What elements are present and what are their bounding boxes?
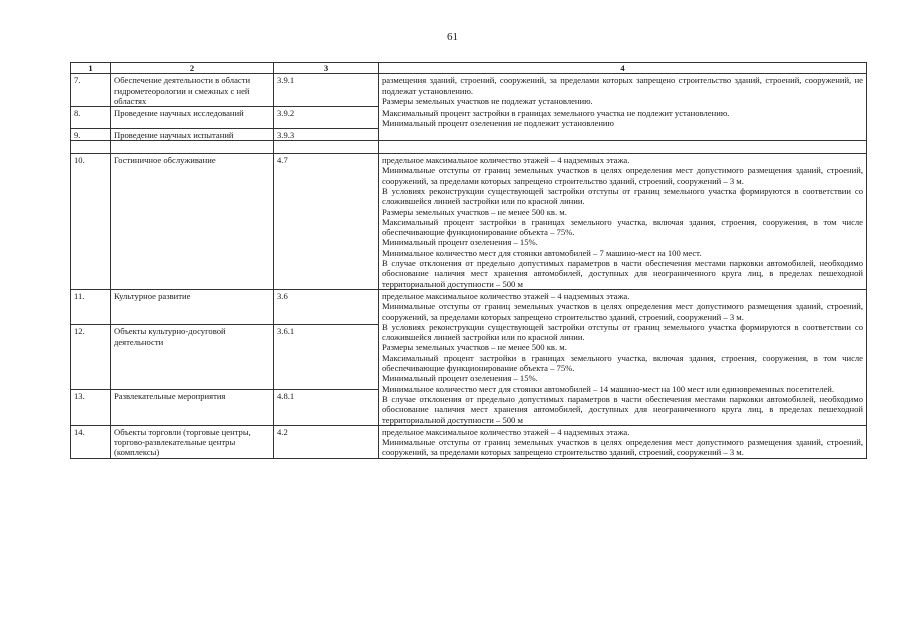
- parameter-text: размещения зданий, строений, сооружений, за пределами которых запрещено строительство зданий, строений, сооружений, не подлежат установлению.: [382, 75, 863, 96]
- spacer-cell: [71, 141, 111, 154]
- parameter-text: предельное максимальное количество этажей – 4 надземных этажа.: [382, 155, 630, 166]
- parameter-text: Минимальные отступы от границ земельных участков в целях определения мест допустимого размещения зданий, строений, сооружений, за пределами которых запрещено строительство зданий, строений, сооружений – 3 м.: [382, 301, 863, 322]
- row-number: 14.: [71, 425, 111, 458]
- parameter-text: В условиях реконструкции существующей застройки отступы от границ земельного участка формируются в соответствии со сложившейся линией застройки или по красной линии.: [382, 185, 863, 207]
- use-type-code: 4.2: [274, 425, 379, 458]
- spacer-cell: [274, 141, 379, 154]
- spacer-cell: [111, 141, 274, 154]
- row-number: 13.: [71, 390, 111, 425]
- table-row: [71, 425, 867, 458]
- table-row: [71, 154, 867, 290]
- row-number: 9.: [71, 128, 111, 140]
- row-number: 11.: [71, 289, 111, 324]
- parameter-text: Размеры земельных участков – не менее 500 кв. м.: [382, 342, 567, 353]
- row-number: 10.: [71, 154, 111, 290]
- use-type-name: Развлекательные мероприятия: [111, 390, 274, 425]
- column-number: 1: [71, 63, 111, 74]
- table-row: [71, 74, 867, 107]
- spacer-cell: [379, 141, 867, 154]
- use-type-name: Проведение научных исследований: [111, 107, 274, 129]
- parameters-cell: [379, 289, 867, 425]
- use-type-code: 3.9.3: [274, 128, 379, 140]
- use-type-name: Гостиничное обслуживание: [111, 154, 274, 290]
- column-number: 3: [274, 63, 379, 74]
- column-number-row: [71, 63, 867, 74]
- parameter-text: Максимальный процент застройки в границах земельного участка, включая здания, строения, сооружения, в том числе обеспечивающие функционирование объекта – 75%.: [382, 352, 863, 374]
- parameters-cell: [379, 128, 867, 140]
- table-row: [71, 289, 867, 324]
- parameter-text: Минимальный процент озеленения – 15%.: [382, 373, 538, 384]
- parameters-cell: [379, 425, 867, 458]
- spacer-row: [71, 141, 867, 154]
- use-type-code: 4.8.1: [274, 390, 379, 425]
- table-row: [71, 128, 867, 140]
- table-row: [71, 107, 867, 129]
- permitted-use-table: [70, 62, 867, 459]
- parameter-text: В случае отклонения от предельно допустимых параметров в части обеспечения местами парковки автомобилей, необходимо обоснование наличия мест хранения автомобилей, доступных для неограниченного круга лиц, в пределах пешеходной территориальной доступности – 500 м: [382, 258, 863, 289]
- use-type-code: 3.6: [274, 289, 379, 324]
- use-type-code: 3.9.1: [274, 74, 379, 107]
- use-type-name: Проведение научных испытаний: [111, 128, 274, 140]
- parameter-text: Минимальный процент озеленения – 15%.: [382, 237, 538, 248]
- parameter-text: Минимальный процент озеленения не подлежит установлению: [382, 117, 614, 128]
- parameter-text: Минимальное количество мест для стоянки автомобилей – 14 машино-мест на 100 мест или единовременных посетителей.: [382, 383, 835, 394]
- use-type-name: Культурное развитие: [111, 289, 274, 324]
- parameter-text: Минимальное количество мест для стоянки автомобилей – 7 машино-мест на 100 мест.: [382, 247, 702, 258]
- use-type-name: Объекты культурно-досуговой деятельности: [111, 325, 274, 390]
- row-number: 12.: [71, 325, 111, 390]
- parameter-text: предельное максимальное количество этажей – 4 надземных этажа.: [382, 290, 630, 301]
- column-number: 4: [379, 63, 867, 74]
- use-type-code: 3.9.2: [274, 107, 379, 129]
- parameter-text: Максимальный процент застройки в границах земельного участка не подлежит установлению.: [382, 107, 730, 118]
- parameter-text: Максимальный процент застройки в границах земельного участка, включая здания, строения, сооружения, в том числе обеспечивающие функционирование объекта – 75%.: [382, 216, 863, 238]
- parameter-text: Минимальные отступы от границ земельных участков в целях определения мест допустимого размещения зданий, строений, сооружений, за пределами которых запрещено строительство зданий, строений, сооружений – 3 м.: [382, 437, 863, 458]
- parameter-text: Размеры земельных участков не подлежат установлению.: [382, 95, 593, 106]
- page-number: 61: [447, 31, 458, 43]
- parameters-cell: [379, 154, 867, 290]
- parameter-text: предельное максимальное количество этажей – 4 надземных этажа.: [382, 426, 630, 437]
- use-type-name: Объекты торговли (торговые центры, торгово-развлекательные центры (комплексы): [111, 425, 274, 458]
- use-type-name: Обеспечение деятельности в области гидрометеорологии и смежных с ней областях: [111, 74, 274, 107]
- parameters-cell: [379, 107, 867, 129]
- column-number: 2: [111, 63, 274, 74]
- use-type-code: 3.6.1: [274, 325, 379, 390]
- row-number: 7.: [71, 74, 111, 107]
- parameter-text: Размеры земельных участков – не менее 500 кв. м.: [382, 206, 567, 217]
- parameter-text: В условиях реконструкции существующей застройки отступы от границ земельного участка формируются в соответствии со сложившейся линией застройки или по красной линии.: [382, 321, 863, 343]
- parameters-cell: [379, 74, 867, 107]
- parameter-text: Минимальные отступы от границ земельных участков в целях определения мест допустимого размещения зданий, строений, сооружений, за пределами которых запрещено строительство зданий, строений, сооружений – 3 м.: [382, 165, 863, 186]
- parameter-text: В случае отклонения от предельно допустимых параметров в части обеспечения местами парковки автомобилей, необходимо обоснование наличия мест хранения автомобилей, доступных для неограниченного круга лиц, в пределах пешеходной территориальной доступности – 500 м: [382, 393, 863, 425]
- use-type-code: 4.7: [274, 154, 379, 290]
- row-number: 8.: [71, 107, 111, 129]
